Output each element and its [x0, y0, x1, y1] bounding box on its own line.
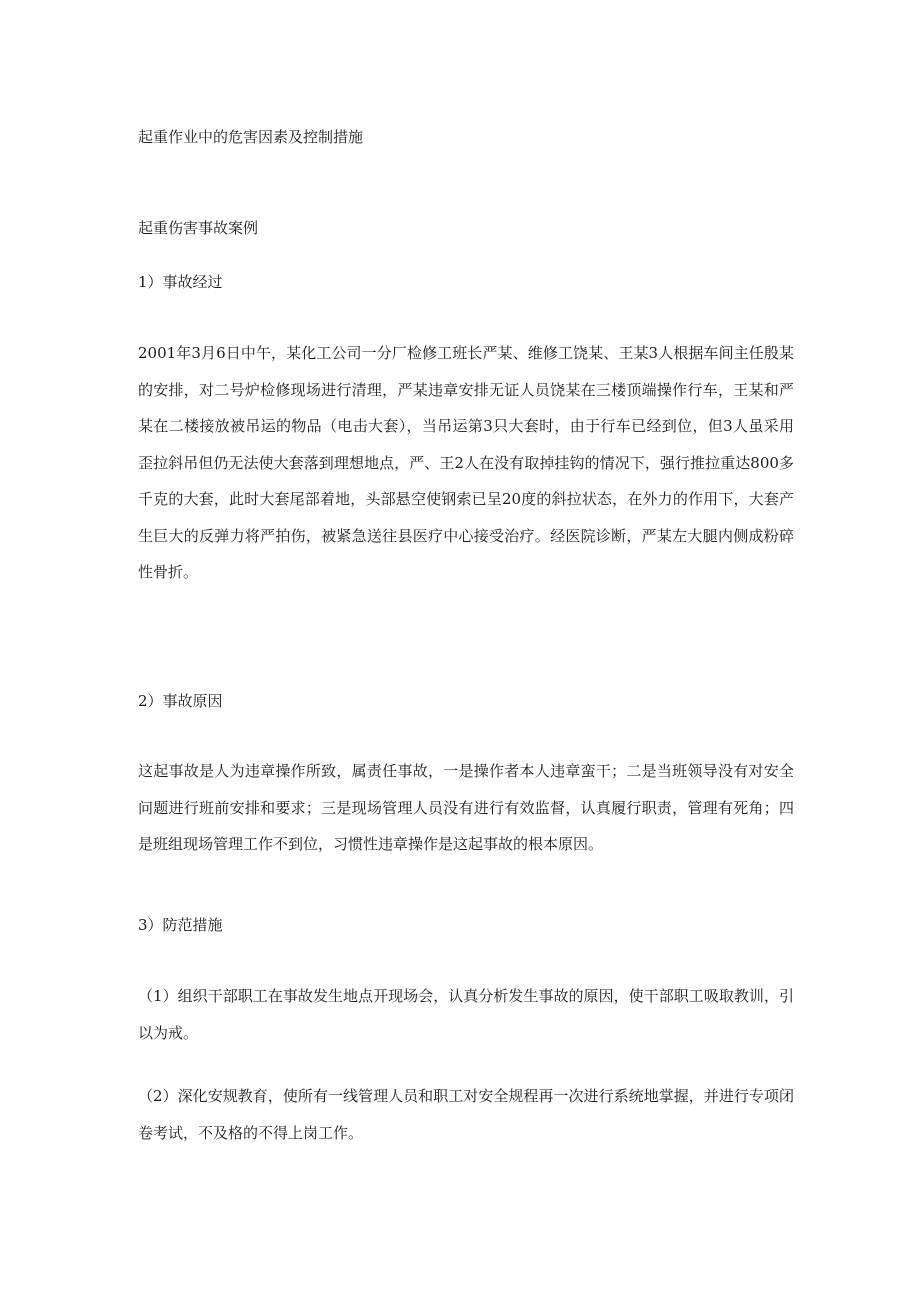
list-item-prevention-1: （1）组织干部职工在事故发生地点开现场会，认真分析发生事故的原因，使干部职工吸取教训，引以为戒。: [138, 987, 794, 1042]
subsection-heading-accident-process: 1）事故经过: [138, 273, 223, 291]
paragraph-accident-process: 2001年3月6日中午，某化工公司一分厂检修工班长严某、维修工饶某、王某3人根据车间主任殷某的安排，对二号炉检修现场进行清理，严某违章安排无证人员饶某在三楼顶端操作行车，王某和严某在二楼接放被吊运的物品（电击大套），当吊运第3只大套时，由于行车已经到位，但3人虽采用歪拉斜吊但仍无法使大套落到理想地点，严、王2人在没有取掉挂钩的情况下，强行推拉重达800多千克的大套，此时大套尾部着地，头部悬空使钢索已呈20度的斜拉状态，在外力的作用下，大套产生巨大的反弹力将严拍伤，被紧急送往县医疗中心接受治疗。经医院诊断，严某左大腿内侧成粉碎性骨折。: [138, 344, 794, 581]
subsection-heading-prevention: 3）防范措施: [138, 916, 223, 934]
paragraph-accident-cause: 这起事故是人为违章操作所致，属责任事故，一是操作者本人违章蛮干；二是当班领导没有对安全问题进行班前安排和要求；三是现场管理人员没有进行有效监督，认真履行职责，管理有死角；四是班组现场管理工作不到位，习惯性违章操作是这起事故的根本原因。: [138, 762, 794, 853]
section-heading: 起重伤害事故案例: [138, 219, 259, 237]
document-title: 起重作业中的危害因素及控制措施: [138, 128, 364, 146]
subsection-heading-accident-cause: 2）事故原因: [138, 692, 223, 710]
list-item-prevention-2: （2）深化安规教育，使所有一线管理人员和职工对安全规程再一次进行系统地掌握，并进行专项闭卷考试，不及格的不得上岗工作。: [138, 1087, 794, 1142]
